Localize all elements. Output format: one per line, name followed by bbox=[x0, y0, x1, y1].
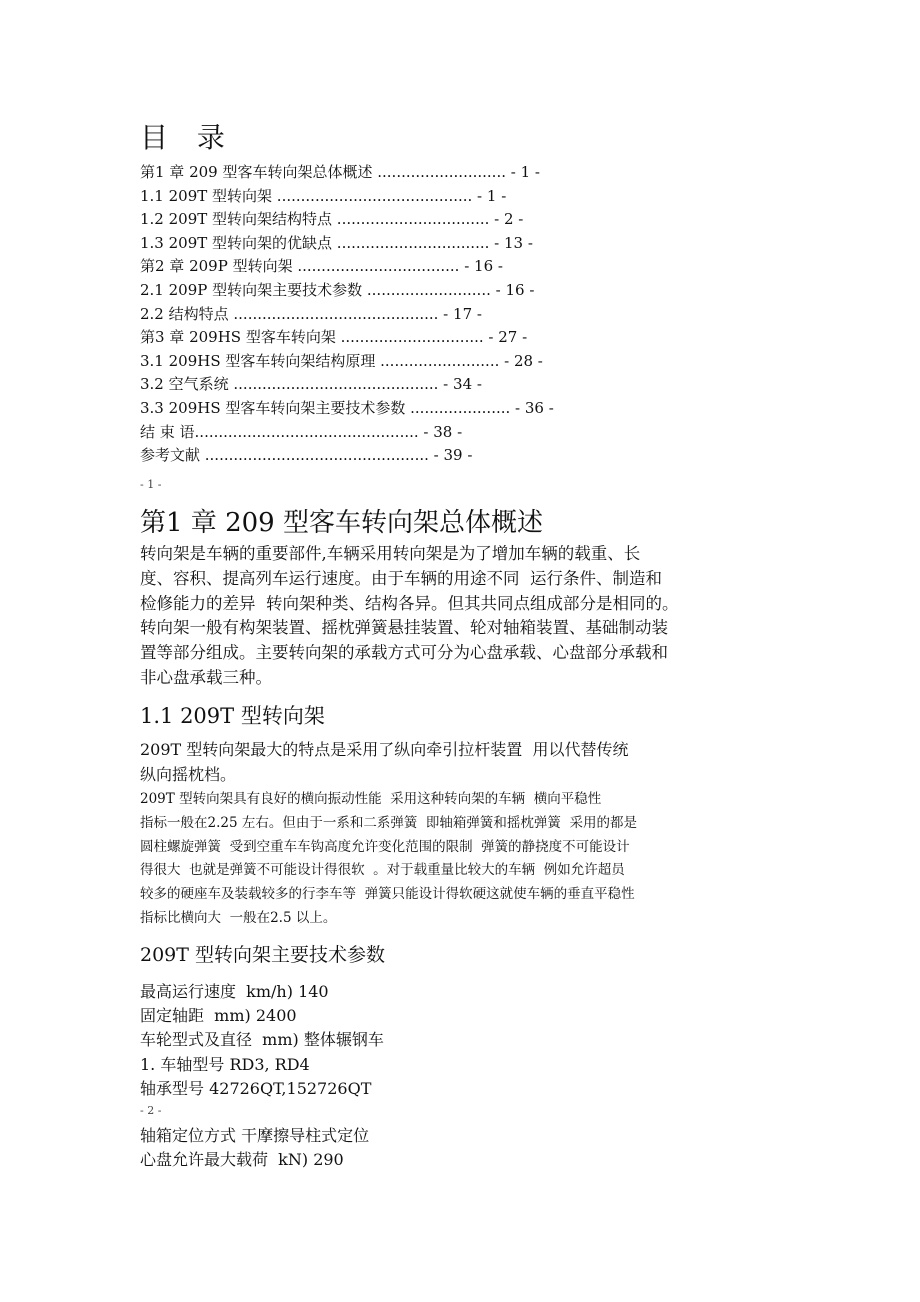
spec-line: 心盘允许最大载荷 kN) 290 bbox=[140, 1150, 344, 1170]
text-line: 检修能力的差异 转向架种类、结构各异。但其共同点组成部分是相同的。 bbox=[140, 593, 679, 613]
spec-line: 车轮型式及直径 mm) 整体辗钢车 bbox=[140, 1030, 384, 1050]
toc-entry[interactable]: 2.2 结构特点 ........................................... - 17 - bbox=[140, 304, 482, 323]
toc-entry[interactable]: 3.2 空气系统 ........................................... - 34 - bbox=[140, 375, 482, 394]
text-line: 置等部分组成。主要转向架的承载方式可分为心盘承载、心盘部分承载和 bbox=[140, 643, 668, 663]
toc-entry[interactable]: 结 束 语............................................... - 38 - bbox=[140, 422, 463, 441]
section-paragraph bbox=[140, 737, 750, 787]
table-of-contents bbox=[140, 161, 760, 468]
toc-entry[interactable]: 第1 章 209 型客车转向架总体概述 ........................... - 1 - bbox=[140, 163, 540, 181]
text-line: 较多的硬座车及装载较多的行李车等 弹簧只能设计得软硬这就使车辆的垂直平稳性 bbox=[140, 886, 635, 903]
section-title: 1.1 209T 型转向架 bbox=[140, 704, 325, 728]
text-line: 纵向摇枕档。 bbox=[140, 765, 237, 784]
toc-entry[interactable]: 参考文献 ............................................... - 39 - bbox=[140, 446, 473, 465]
page-number-marker: - 2 - bbox=[140, 1104, 162, 1117]
text-line: 209T 型转向架最大的特点是采用了纵向牵引拉杆装置 用以代替传统 bbox=[140, 740, 629, 759]
text-line: 度、容积、提高列车运行速度。由于车辆的用途不同 运行条件、制造和 bbox=[140, 568, 662, 588]
toc-entry[interactable]: 1.2 209T 型转向架结构特点 ................................ - 2 - bbox=[140, 210, 524, 229]
spec-line: 轴箱定位方式 干摩擦导柱式定位 bbox=[140, 1126, 370, 1145]
text-line: 指标比横向大 一般在2.5 以上。 bbox=[140, 909, 337, 926]
spec-line: 固定轴距 mm) 2400 bbox=[140, 1006, 297, 1026]
text-line: 非心盘承载三种。 bbox=[140, 667, 272, 687]
specs-list bbox=[140, 980, 384, 1101]
text-line: 转向架一般有构架装置、摇枕弹簧悬挂装置、轮对轴箱装置、基础制动装 bbox=[140, 618, 668, 638]
text-line: 圆柱螺旋弹簧 受到空重车车钩高度允许变化范围的限制 弹簧的静挠度不可能设计 bbox=[140, 838, 630, 855]
specs-title: 209T 型转向架主要技术参数 bbox=[140, 944, 385, 966]
section-detail-paragraph bbox=[140, 788, 760, 931]
specs-list-continued bbox=[140, 1124, 369, 1172]
toc-title: 目 录 bbox=[140, 121, 235, 154]
spec-line: 1. 车轴型号 RD3, RD4 bbox=[140, 1054, 310, 1074]
spec-line: 最高运行速度 km/h) 140 bbox=[140, 982, 329, 1001]
toc-entry[interactable]: 1.3 209T 型转向架的优缺点 ................................ - 13 - bbox=[140, 233, 533, 252]
text-line: 转向架是车辆的重要部件,车辆采用转向架是为了增加车辆的载重、长 bbox=[140, 544, 641, 563]
page-number-marker: - 1 - bbox=[140, 478, 162, 491]
spec-line: 轴承型号 42726QT,152726QT bbox=[140, 1078, 372, 1098]
toc-entry[interactable]: 2.1 209P 型转向架主要技术参数 .......................... - 16 - bbox=[140, 280, 535, 299]
toc-entry[interactable]: 3.3 209HS 型客车转向架主要技术参数 ..................... - 36 - bbox=[140, 398, 554, 417]
toc-entry[interactable]: 1.1 209T 型转向架 ......................................... - 1 - bbox=[140, 186, 507, 205]
toc-entry[interactable]: 第3 章 209HS 型客车转向架 .............................. - 27 - bbox=[140, 328, 528, 347]
text-line: 209T 型转向架具有良好的横向振动性能 采用这种转向架的车辆 横向平稳性 bbox=[140, 791, 602, 807]
chapter-intro-paragraph bbox=[140, 542, 750, 691]
toc-entry[interactable]: 3.1 209HS 型客车转向架结构原理 ......................... - 28 - bbox=[140, 351, 543, 370]
text-line: 得很大 也就是弹簧不可能设计得很软 。对于载重量比较大的车辆 例如允许超员 bbox=[140, 862, 625, 879]
toc-entry[interactable]: 第2 章 209P 型转向架 .................................. - 16 - bbox=[140, 257, 503, 276]
text-line: 指标一般在2.25 左右。但由于一系和二系弹簧 即轴箱弹簧和摇枕弹簧 采用的都是 bbox=[140, 814, 638, 831]
chapter-title: 第1 章 209 型客车转向架总体概述 bbox=[140, 508, 543, 538]
